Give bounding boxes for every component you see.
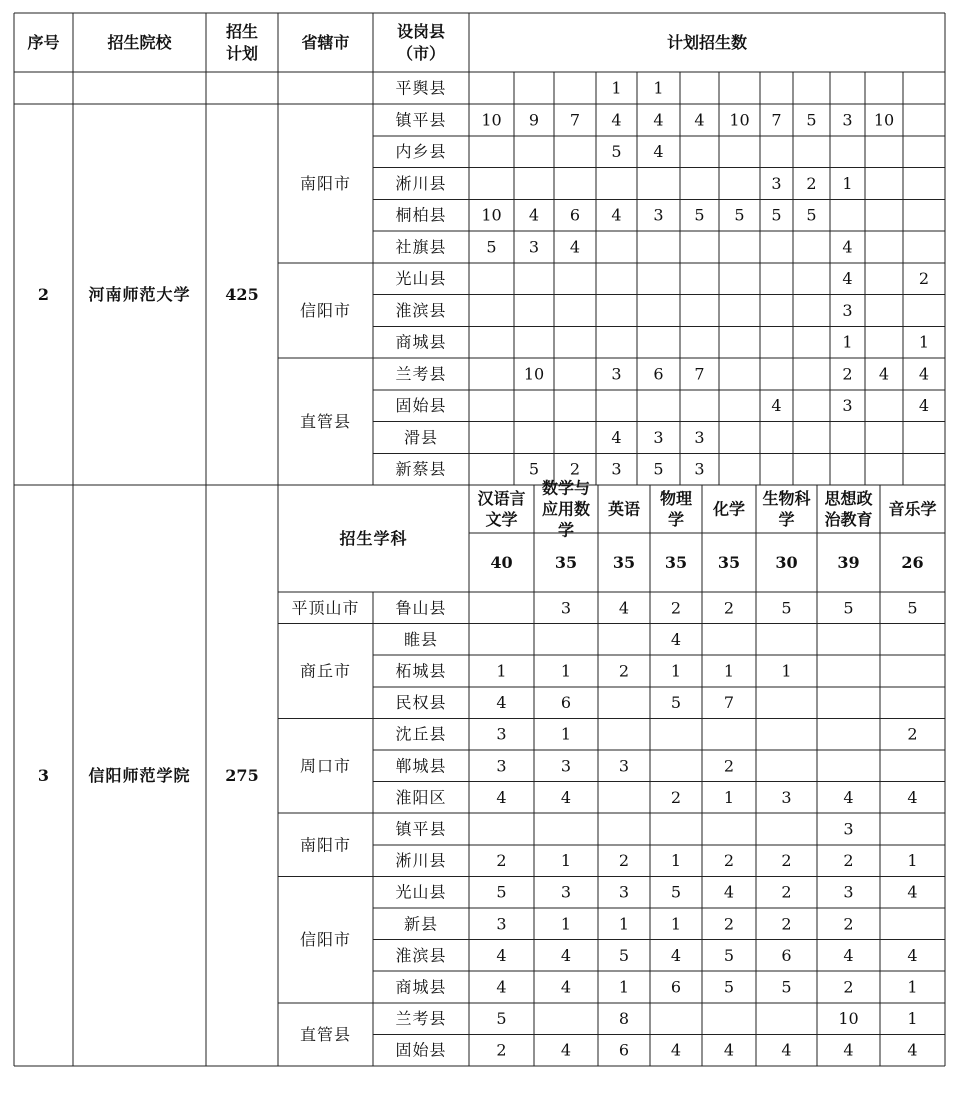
city-label: 商丘市 xyxy=(299,661,352,681)
county-label: 柘城县 xyxy=(395,661,447,681)
county-label: 新蔡县 xyxy=(395,459,447,479)
subject-name: 思想政 xyxy=(824,489,873,508)
section3-row-value: 10 xyxy=(838,1009,859,1029)
section3-row-value: 1 xyxy=(723,661,735,681)
section3-row-value: 1 xyxy=(723,787,735,807)
section2-row-value: 3 xyxy=(611,364,622,384)
section3-row-value: 6 xyxy=(670,977,682,997)
section3-row-value: 7 xyxy=(723,693,735,713)
section3-row-value: 4 xyxy=(560,787,572,807)
section2-row-value: 5 xyxy=(806,205,817,225)
section2-row-value: 3 xyxy=(842,110,853,130)
section3-row-value: 5 xyxy=(618,945,630,965)
county-label: 兰考县 xyxy=(395,1009,447,1029)
county-label: 民权县 xyxy=(395,693,447,713)
subject-name: 学 xyxy=(557,520,575,540)
section2-row-value: 10 xyxy=(729,110,750,130)
section2-row-value: 5 xyxy=(806,110,817,130)
county-label: 光山县 xyxy=(395,269,447,289)
county-label: 睢县 xyxy=(403,629,439,649)
section2-row-value: 3 xyxy=(771,173,782,193)
section2-row-value: 5 xyxy=(611,142,622,162)
section2-row-value: 5 xyxy=(734,205,745,225)
section3-row-value: 2 xyxy=(843,851,854,871)
section3-row-value: 4 xyxy=(496,693,507,713)
header-school: 招生院校 xyxy=(107,33,172,52)
section2-row-value: 5 xyxy=(653,459,664,479)
city-label: 南阳市 xyxy=(299,173,352,193)
county-label: 淮滨县 xyxy=(395,945,447,965)
section3-row-value: 4 xyxy=(560,945,572,965)
section3-school: 信阳师范学院 xyxy=(88,766,191,785)
county-label: 商城县 xyxy=(395,977,447,997)
section3-row-value: 5 xyxy=(907,598,918,618)
section2-row-value: 3 xyxy=(694,459,705,479)
section2-row-value: 4 xyxy=(569,237,581,257)
section2-row-value: 4 xyxy=(611,205,622,225)
county-label: 郸城县 xyxy=(395,756,447,776)
city-label: 直管县 xyxy=(299,412,352,431)
county-label: 固始县 xyxy=(395,1040,447,1060)
county-label: 社旗县 xyxy=(395,237,447,257)
section3-row-value: 2 xyxy=(618,851,630,871)
section3-row-value: 4 xyxy=(843,1040,854,1060)
section2-row-value: 4 xyxy=(918,396,930,416)
subject-name: 学 xyxy=(667,510,685,529)
county-label: 商城县 xyxy=(395,332,447,352)
section2-row-value: 2 xyxy=(918,269,930,289)
section3-row-value: 8 xyxy=(618,1009,630,1029)
section2-row-value: 10 xyxy=(481,205,502,225)
section2-row-value: 4 xyxy=(653,142,664,162)
section3-row-value: 2 xyxy=(781,851,792,871)
section3-row-value: 5 xyxy=(781,598,792,618)
section3-row-value: 4 xyxy=(496,945,507,965)
section2-row-value: 4 xyxy=(918,364,930,384)
section2-row-value: 2 xyxy=(569,459,581,479)
section2-row-value: 4 xyxy=(528,205,540,225)
subject-name: 汉语言 xyxy=(477,489,526,508)
section3-row-value: 1 xyxy=(496,661,507,681)
section3-row-value: 4 xyxy=(670,629,682,649)
section3-row-value: 4 xyxy=(618,598,630,618)
section2-row-value: 5 xyxy=(528,459,540,479)
section3-row-value: 2 xyxy=(670,787,682,807)
section2-school: 河南师范大学 xyxy=(88,285,191,304)
county-label: 鲁山县 xyxy=(395,598,447,618)
section3-row-value: 1 xyxy=(618,914,630,934)
section3-row-value: 5 xyxy=(670,882,682,902)
subject-total: 35 xyxy=(554,553,578,572)
section2-row-value: 1 xyxy=(842,173,853,193)
section3-row-value: 3 xyxy=(496,914,507,934)
county-label: 新县 xyxy=(403,914,439,934)
header-plan-line2: 计划 xyxy=(225,44,259,63)
section2-row-value: 3 xyxy=(842,396,853,416)
section3-row-value: 3 xyxy=(496,756,507,776)
section2-row-value: 3 xyxy=(653,427,664,447)
section3-row-value: 4 xyxy=(496,787,507,807)
section3-row-value: 3 xyxy=(843,882,854,902)
subject-name: 治教育 xyxy=(824,510,873,529)
section3-row-value: 2 xyxy=(723,914,735,934)
county-label: 滑县 xyxy=(403,427,439,447)
section3-row-value: 3 xyxy=(843,819,854,839)
section3-row-value: 1 xyxy=(670,661,682,681)
section3-row-value: 1 xyxy=(907,977,918,997)
section3-row-value: 3 xyxy=(496,724,507,744)
county-label: 内乡县 xyxy=(395,142,447,162)
county-label: 淮滨县 xyxy=(395,300,447,320)
section3-row-value: 4 xyxy=(843,787,854,807)
county-label: 沈丘县 xyxy=(395,724,447,744)
section3-row-value: 1 xyxy=(560,661,572,681)
section2-row-value: 6 xyxy=(569,205,581,225)
section2-row-value: 4 xyxy=(653,110,664,130)
header-county-line1: 设岗县 xyxy=(396,22,446,41)
section3-row-value: 5 xyxy=(496,1009,507,1029)
section3-row-value: 4 xyxy=(843,945,854,965)
header-plan-count: 计划招生数 xyxy=(666,33,748,52)
section2-row-value: 6 xyxy=(653,364,664,384)
section3-row-value: 4 xyxy=(723,882,735,902)
subject-name: 应用数 xyxy=(541,499,591,519)
subject-name: 英语 xyxy=(607,499,641,519)
subject-name: 学 xyxy=(778,510,795,529)
section2-row-value: 5 xyxy=(486,237,497,257)
section3-row-value: 6 xyxy=(560,693,572,713)
subject-header: 招生学科 xyxy=(339,529,408,548)
section3-row-value: 2 xyxy=(843,914,854,934)
subject-name: 数学与 xyxy=(541,478,591,498)
header-city: 省辖市 xyxy=(301,33,350,52)
header-plan-line1: 招生 xyxy=(225,22,259,41)
section3-row-value: 3 xyxy=(618,756,630,776)
county-label: 固始县 xyxy=(395,396,447,416)
section3-row-value: 5 xyxy=(843,598,854,618)
section2-row-value: 3 xyxy=(653,205,664,225)
city-label: 南阳市 xyxy=(299,835,352,855)
section3-row-value: 2 xyxy=(618,661,630,681)
section3-row-value: 5 xyxy=(670,693,682,713)
county-label: 光山县 xyxy=(395,882,447,902)
section2-row-value: 4 xyxy=(694,110,705,130)
section3-row-value: 4 xyxy=(781,1040,792,1060)
header-seq: 序号 xyxy=(27,33,60,52)
section3-row-value: 1 xyxy=(907,1009,918,1029)
city-label: 直管县 xyxy=(299,1024,352,1044)
section3-row-value: 1 xyxy=(560,851,572,871)
city-label: 周口市 xyxy=(299,756,352,776)
section3-row-value: 3 xyxy=(560,756,572,776)
section2-row-value: 10 xyxy=(873,110,895,130)
section2-row-value: 3 xyxy=(842,300,853,320)
section2-row-value: 7 xyxy=(694,364,705,384)
section3-row-value: 1 xyxy=(781,661,792,681)
section2-seq: 2 xyxy=(37,285,50,304)
subject-name: 音乐学 xyxy=(888,499,937,519)
section2-row-value: 2 xyxy=(842,364,853,384)
section3-row-value: 1 xyxy=(907,851,918,871)
city-label: 平顶山市 xyxy=(291,598,360,618)
section2-row-value: 4 xyxy=(878,364,890,384)
county-label: 淮阳区 xyxy=(395,787,447,807)
section3-plan: 275 xyxy=(225,766,259,785)
section3-row-value: 6 xyxy=(781,945,792,965)
section2-row-value: 10 xyxy=(523,364,545,384)
section3-row-value: 2 xyxy=(670,598,682,618)
section2-row-value: 1 xyxy=(918,332,930,352)
section3-row-value: 4 xyxy=(907,787,918,807)
subject-total: 26 xyxy=(901,553,924,572)
section3-row-value: 2 xyxy=(781,882,792,902)
section2-row-value: 4 xyxy=(611,110,622,130)
section3-row-value: 4 xyxy=(907,1040,918,1060)
section2-row-value: 9 xyxy=(528,110,540,130)
section3-seq: 3 xyxy=(37,766,50,785)
section3-row-value: 5 xyxy=(496,882,507,902)
section3-row-value: 5 xyxy=(781,977,792,997)
county-label: 平舆县 xyxy=(395,78,447,98)
section3-row-value: 3 xyxy=(560,882,572,902)
section2-row-value: 4 xyxy=(842,237,853,257)
section2-row-value: 5 xyxy=(694,205,705,225)
section3-row-value: 2 xyxy=(723,851,735,871)
section3-row-value: 6 xyxy=(618,1040,630,1060)
section3-row-value: 2 xyxy=(781,914,792,934)
subject-total: 35 xyxy=(664,553,688,572)
section2-row-value: 3 xyxy=(528,237,540,257)
section3-row-value: 4 xyxy=(670,945,682,965)
subject-name: 生物科 xyxy=(762,489,811,508)
section3-row-value: 2 xyxy=(723,598,735,618)
subject-total: 35 xyxy=(717,553,741,572)
section3-row-value: 5 xyxy=(723,977,735,997)
section3-row-value: 2 xyxy=(496,851,507,871)
section3-row-value: 3 xyxy=(781,787,792,807)
subject-total: 30 xyxy=(775,553,798,572)
city-label: 信阳市 xyxy=(299,300,352,320)
county-label: 镇平县 xyxy=(395,819,447,839)
section3-row-value: 1 xyxy=(618,977,630,997)
section2-row-value: 2 xyxy=(806,173,817,193)
subject-total: 39 xyxy=(837,553,860,572)
section2-row-value: 7 xyxy=(569,110,581,130)
county-label: 淅川县 xyxy=(395,851,447,871)
subject-name: 文学 xyxy=(485,510,518,529)
subject-total: 40 xyxy=(490,553,513,572)
section3-row-value: 2 xyxy=(907,724,918,744)
section3-row-value: 4 xyxy=(907,945,918,965)
section2-row-value: 3 xyxy=(611,459,622,479)
county-label: 淅川县 xyxy=(395,173,447,193)
section2-row-value: 4 xyxy=(771,396,782,416)
section3-row-value: 1 xyxy=(560,724,572,744)
section3-row-value: 4 xyxy=(907,882,918,902)
section3-row-value: 3 xyxy=(560,598,572,618)
section3-row-value: 2 xyxy=(723,756,735,776)
county-label: 镇平县 xyxy=(395,110,447,130)
section3-row-value: 5 xyxy=(723,945,735,965)
section2-row-value: 4 xyxy=(842,269,853,289)
section3-row-value: 4 xyxy=(560,977,572,997)
section3-row-value: 3 xyxy=(618,882,630,902)
section3-row-value: 4 xyxy=(670,1040,682,1060)
subject-total: 35 xyxy=(612,553,636,572)
county-label: 兰考县 xyxy=(395,364,447,384)
section3-row-value: 1 xyxy=(670,914,682,934)
city-label: 信阳市 xyxy=(299,930,352,950)
section3-row-value: 2 xyxy=(496,1040,507,1060)
section2-row-value: 10 xyxy=(481,110,502,130)
section2-row-value: 3 xyxy=(694,427,705,447)
section2-row-value: 5 xyxy=(771,205,782,225)
continued-row-value: 1 xyxy=(611,78,622,98)
section3-row-value: 4 xyxy=(496,977,507,997)
section2-row-value: 1 xyxy=(842,332,853,352)
subject-name: 物理 xyxy=(659,489,693,508)
county-label: 桐柏县 xyxy=(395,205,447,225)
header-county-line2: （市） xyxy=(396,44,446,63)
section3-row-value: 1 xyxy=(560,914,572,934)
subject-name: 化学 xyxy=(712,499,746,519)
section2-plan: 425 xyxy=(225,285,259,304)
section3-row-value: 2 xyxy=(843,977,854,997)
section2-row-value: 7 xyxy=(771,110,782,130)
continued-row-value: 1 xyxy=(653,78,664,98)
section3-row-value: 1 xyxy=(670,851,682,871)
section3-row-value: 4 xyxy=(723,1040,735,1060)
section2-row-value: 4 xyxy=(611,427,622,447)
section3-row-value: 4 xyxy=(560,1040,572,1060)
